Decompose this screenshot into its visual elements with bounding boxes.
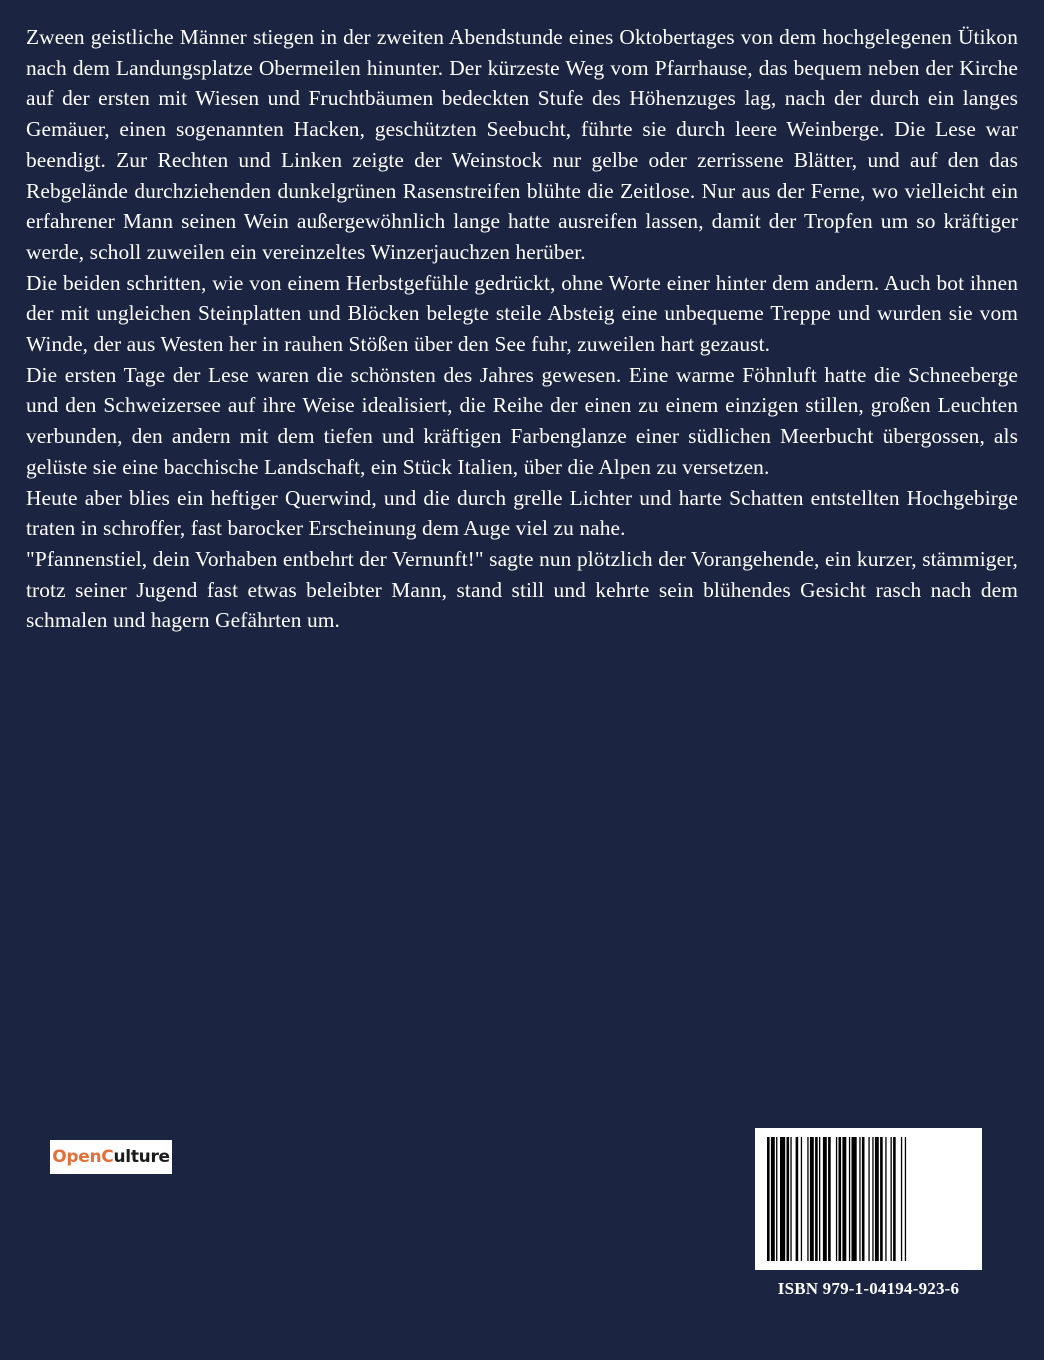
barcode-bar [801,1137,802,1261]
barcode [755,1128,982,1270]
barcode-bar [893,1137,896,1261]
barcode-bar [880,1137,883,1261]
blurb-paragraph: Die ersten Tage der Lese waren die schönsten des Jahres gewesen. Eine warme Föhnluft hatte die Schneeberge und den Schweizersee auf ihre Weise idealisiert, die Reihe der einen zu einem einzigen stillen, großen Leuchten verbunden, den andern mit dem tiefen und kräftigen Farbenglanze einer südlichen Meerbucht übergossen, als gelüste sie eine bacchische Landschaft, ein Stück Italien, über die Alpen zu versetzen. [26,362,1018,479]
barcode-bar [767,1137,770,1261]
isbn-text: ISBN 979-1-04194-923-6 [777,1279,960,1298]
barcode-bar [780,1137,785,1261]
barcode-bar [872,1137,873,1261]
barcode-bar [796,1137,799,1261]
barcode-bar [790,1137,791,1261]
barcode-bar [849,1137,850,1261]
barcode-bar [776,1137,777,1261]
blurb-paragraph: "Pfannenstiel, dein Vorhaben entbehrt der Vernunft!" sagte nun plötzlich der Vorangehende, ein kurzer, stämmiger, trotz seiner Jugend fast etwas beleibter Mann, stand still und kehrte sein blühendes Gesicht rasch nach dem schmalen und hagern Gefährten um. [26,546,1018,633]
barcode-bar [859,1137,860,1261]
barcode-bar [836,1137,837,1261]
barcode-bar [852,1137,857,1261]
barcode-bar [815,1137,818,1261]
logo-text-open: Open [52,1147,102,1167]
blurb-paragraph: Die beiden schritten, wie von einem Herbstgefühle gedrückt, ohne Worte einer hinter dem andern. Auch bot ihnen der mit ungleichen Steinplatten und Blöcken belegte steile Absteig eine unbequeme Treppe und wurden sie vom Winde, der aus Westen her in rauhen Stößen über den See fuhr, zuweilen hart gezaust. [26,270,1018,357]
blurb-paragraph: Heute aber blies ein heftiger Querwind, und die durch grelle Lichter und harte Schatten entstellten Hochgebirge traten in schroffer, fast barocker Erscheinung dem Auge viel zu nahe. [26,485,1018,541]
barcode-bar [787,1137,790,1261]
barcode-bar [868,1137,869,1261]
publisher-logo [50,1140,172,1174]
barcode-bar [823,1137,827,1261]
barcode-bar [875,1137,879,1261]
barcode-bars [765,1137,972,1261]
barcode-bar [842,1137,846,1261]
barcode-bar [891,1137,892,1261]
barcode-bar [807,1137,808,1261]
barcode-bar [885,1137,886,1261]
barcode-bar [810,1137,814,1261]
barcode-bar [862,1137,865,1261]
blurb-paragraph: Zween geistliche Männer stiegen in der zweiten Abendstunde eines Oktobertages von dem hochgelegenen Ütikon nach dem Landungsplatze Obermeilen hinunter. Der kürzeste Weg vom Pfarrhause, das bequem neben der Kirche auf der ersten mit Wiesen und Fruchtbäumen bedeckten Stufe des Höhenzuges lag, nach der durch ein langes Gemäuer, einen sogenannten Hacken, geschützten Seebucht, führte sie durch leere Weinberge. Die Lese war beendigt. Zur Rechten und Linken zeigte der Weinstock nur gelbe oder zerrissene Blätter, und auf den das Rebgelände durchziehenden dunkelgrünen Rasenstreifen blühte die Zeitlose. Nur aus der Ferne, wo vielleicht ein erfahrener Mann seinen Wein außergewöhnlich lange hatte ausreifen lassen, damit der Tropfen um so kräftiger werde, scholl zuweilen ein vereinzeltes Winzerjauchzen herüber. [26,25,1018,264]
barcode-bar [905,1137,906,1261]
back-cover-blurb [26,22,1018,636]
barcode-bar [771,1137,775,1261]
barcode-bar [828,1137,831,1261]
barcode-bar [839,1137,842,1261]
logo-text-c: C [101,1147,114,1167]
barcode-bar [901,1137,902,1261]
logo-text-ulture: ulture [113,1147,170,1167]
barcode-bar [819,1137,820,1261]
